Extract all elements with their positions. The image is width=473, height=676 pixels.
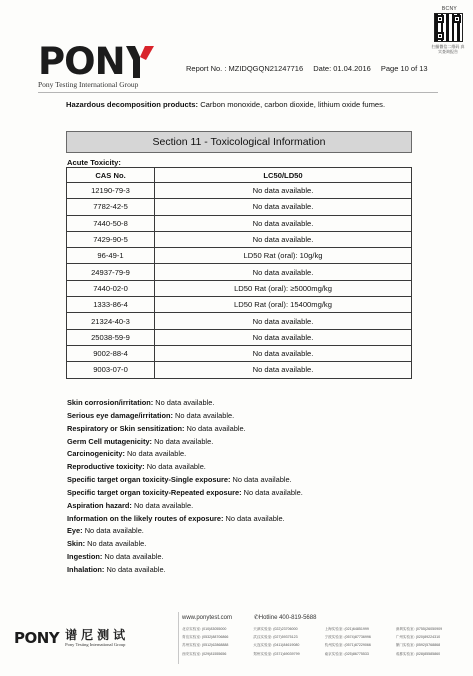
cas-number-cell: 7440-50-8: [67, 215, 155, 231]
office-contact: 上海实验室: (021)64851999: [324, 627, 369, 631]
pony-logo: [38, 40, 154, 83]
table-row: [67, 248, 412, 264]
table-row: [67, 297, 412, 313]
cas-number-cell: 24937-79-9: [67, 264, 155, 280]
cas-number-cell: 12190-79-3: [67, 183, 155, 199]
office-contact: 天津实验室: (022)23706000: [253, 627, 298, 631]
table-row: [67, 215, 412, 231]
property-value: No data available.: [155, 398, 215, 407]
qr-code: [434, 13, 463, 42]
property-value: No data available.: [154, 436, 214, 446]
property-value: No data available.: [106, 564, 166, 574]
hazard-paragraph: [66, 98, 410, 111]
office-contact: 郑州实验室: (0371)69039799: [253, 651, 300, 656]
report-number: Report No. : MZIDQGQN21247716: [186, 64, 304, 73]
property-line: [67, 487, 417, 500]
lc50-ld50-cell: No data available.: [155, 199, 412, 215]
logo-subtitle: Pony Testing International Group: [38, 80, 139, 89]
property-line: [67, 525, 417, 538]
property-value: No data available.: [186, 423, 246, 433]
property-label: Inhalation:: [67, 564, 105, 574]
property-line: [67, 500, 417, 513]
page-number: Page 10 of 13: [380, 64, 428, 73]
property-line: [67, 461, 417, 474]
property-label: Specific target organ toxicity-Repeated exposure:: [67, 487, 242, 497]
footer-divider: [178, 612, 179, 664]
office-contact: 厦门实验室: (0592)5768868: [395, 643, 441, 648]
property-label: Germ Cell mutagenicity:: [67, 436, 153, 446]
property-label: Skin:: [67, 539, 86, 549]
property-value: No data available.: [243, 487, 303, 497]
property-label: Aspiration hazard:: [67, 500, 132, 510]
lc50-ld50-cell: No data available.: [155, 345, 412, 361]
property-line: [67, 564, 417, 577]
office-contact: 杭州实验室: (0571)87229066: [324, 643, 371, 648]
office-contact: 苏州实验室: (0512)62868888: [182, 643, 229, 648]
table-row: [67, 199, 412, 215]
footer-en-name: Pony Testing International Group: [65, 642, 126, 647]
footer-hotline: ✆Hotline 400-819-5688: [253, 615, 317, 621]
lc50-ld50-cell: No data available.: [155, 362, 412, 378]
office-contact: 西安实验室: (029)81555656: [182, 651, 227, 656]
cas-number-cell: 1333-86-4: [67, 297, 155, 313]
cas-number-cell: 21324-40-3: [67, 313, 155, 329]
office-contact: 武汉实验室: (027)59375123: [253, 635, 298, 640]
property-label: Respiratory or Skin sensitization:: [67, 423, 185, 433]
property-label: Eye:: [67, 526, 83, 536]
lc50-ld50-cell: No data available.: [155, 313, 412, 329]
office-contact: 南京实验室: (025)86775533: [324, 651, 369, 656]
footer-cn-name: 谱尼测试: [65, 628, 130, 642]
header-cas: CAS No.: [67, 168, 155, 183]
office-contact: 广州实验室: (020)89224310: [395, 635, 441, 640]
toxicity-table: [66, 167, 412, 379]
property-value: No data available.: [104, 552, 164, 562]
report-info: [186, 64, 436, 73]
cas-number-cell: 7440-02-0: [67, 280, 155, 296]
footer-logo: [14, 629, 129, 647]
property-line: [67, 423, 417, 436]
lc50-ld50-cell: No data available.: [155, 183, 412, 199]
toxicology-properties: [67, 397, 417, 577]
table-row: [67, 362, 412, 378]
office-contact: 宁波实验室: (0574)87736996: [324, 635, 371, 640]
table-row: [67, 183, 412, 199]
property-value: No data available.: [225, 513, 285, 523]
property-line: [67, 551, 417, 564]
property-label: Information on the likely routes of exposure:: [67, 513, 224, 523]
lc50-ld50-cell: No data available.: [155, 329, 412, 345]
cas-number-cell: 9002-88-4: [67, 345, 155, 361]
office-contact: 北京实验室: (010)83055000: [182, 627, 227, 631]
table-row: [67, 329, 412, 345]
property-line: [67, 513, 417, 526]
footer-offices: [182, 626, 464, 658]
property-label: Skin corrosion/irritation:: [67, 398, 154, 407]
property-label: Reproductive toxicity:: [67, 462, 145, 472]
table-header-row: [67, 168, 412, 183]
cas-number-cell: 7429-90-5: [67, 231, 155, 247]
property-label: Carcinogenicity:: [67, 449, 125, 459]
property-line: [67, 474, 417, 487]
lc50-ld50-cell: LD50 Rat (oral): 15400mg/kg: [155, 297, 412, 313]
table-row: [67, 231, 412, 247]
header-lc50: LC50/LD50: [155, 168, 412, 183]
logo-y-mark: [126, 46, 154, 78]
lc50-ld50-cell: LD50 Rat (oral): ≥5000mg/kg: [155, 280, 412, 296]
logo-text: PON: [38, 40, 125, 83]
cas-number-cell: 25038-59-9: [67, 329, 155, 345]
lc50-ld50-cell: No data available.: [155, 231, 412, 247]
footer-contact: [182, 614, 336, 621]
section-title: Section 11 - Toxicological Information: [66, 131, 412, 153]
property-label: Specific target organ toxicity-Single exposure:: [67, 475, 231, 485]
property-label: Serious eye damage/irritation:: [67, 410, 173, 420]
table-row: [67, 345, 412, 361]
property-value: No data available.: [133, 500, 194, 510]
hazard-text: Carbon monoxide, carbon dioxide, lithium oxide fumes.: [200, 100, 386, 109]
lc50-ld50-cell: No data available.: [155, 215, 412, 231]
report-date: Date: 01.04.2016: [313, 64, 371, 73]
table-row: [67, 280, 412, 296]
table-row: [67, 313, 412, 329]
lc50-ld50-cell: LD50 Rat (oral): 10g/kg: [155, 248, 412, 264]
property-line: [67, 397, 417, 410]
property-label: Ingestion:: [67, 552, 103, 562]
property-value: No data available.: [84, 526, 144, 536]
acute-toxicity-label: Acute Toxicity:: [67, 158, 121, 167]
cas-number-cell: 7782-42-5: [67, 199, 155, 215]
property-line: [67, 410, 417, 423]
property-value: No data available.: [232, 475, 292, 485]
table-row: [67, 264, 412, 280]
lc50-ld50-cell: No data available.: [155, 264, 412, 280]
office-contact: 青岛实验室: (0532)88706866: [182, 635, 229, 640]
header-divider: [38, 92, 438, 93]
property-line: [67, 436, 417, 449]
qr-caption: 扫描微信二维码 真实查询报告: [431, 44, 465, 54]
property-value: No data available.: [146, 462, 206, 472]
hazard-label: Hazardous decomposition products:: [66, 100, 199, 109]
property-line: [67, 538, 417, 551]
cas-number-cell: 9003-07-0: [67, 362, 155, 378]
property-value: No data available.: [126, 449, 187, 459]
property-line: [67, 448, 417, 461]
property-value: No data available.: [87, 539, 147, 549]
cas-number-cell: 96-49-1: [67, 248, 155, 264]
office-contact: 成都实验室: (028)85585860: [395, 651, 441, 656]
footer-website: www.ponytest.com: [182, 615, 233, 621]
office-contact: 大连实验室: (0411)84619080: [253, 643, 300, 648]
property-value: No data available.: [175, 410, 235, 420]
footer-pony-text: PONY: [14, 629, 60, 647]
top-code: BCNY: [441, 6, 457, 12]
office-contact: 深圳实验室: (0755)26050909: [395, 627, 443, 631]
